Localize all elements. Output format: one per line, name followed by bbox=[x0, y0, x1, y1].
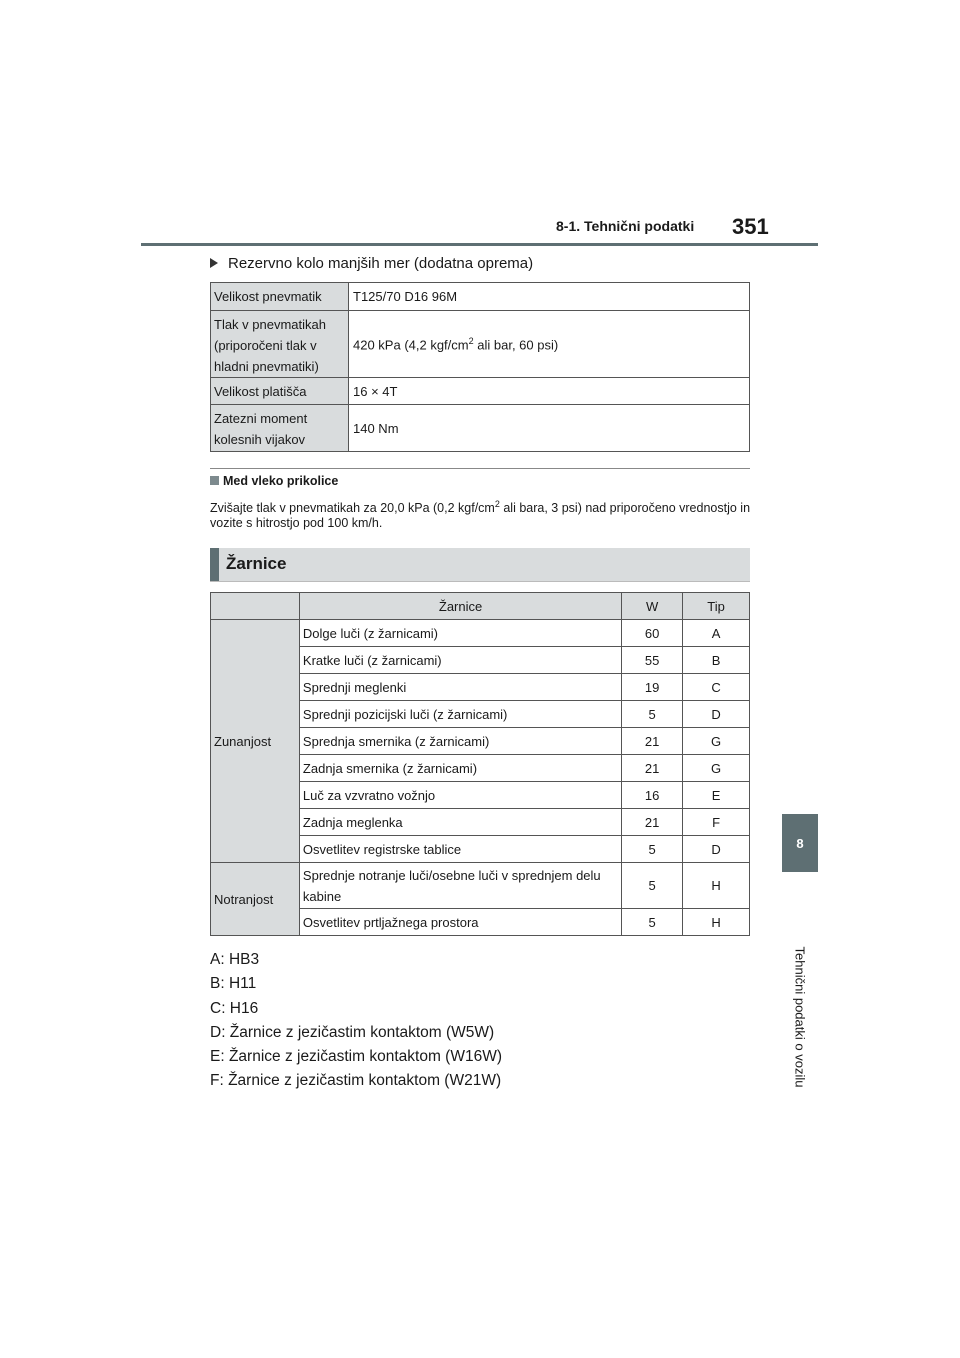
square-bullet-icon bbox=[210, 476, 219, 485]
row-value bbox=[349, 311, 750, 378]
bulb-watt: 60 bbox=[622, 620, 683, 647]
table-row bbox=[211, 283, 750, 311]
bulb-watt: 16 bbox=[622, 782, 683, 809]
row-label: Zatezni moment kolesnih vijakov bbox=[211, 405, 349, 452]
bulb-type: D bbox=[683, 701, 750, 728]
value-part: 420 kPa (4,2 kgf/cm bbox=[353, 337, 469, 353]
note-heading bbox=[210, 474, 338, 488]
section-heading bbox=[210, 548, 750, 582]
category-interior: Notranjost bbox=[211, 863, 300, 936]
category-exterior: Zunanjost bbox=[211, 620, 300, 863]
chapter-tab-label: Tehnični podatki o vozilu bbox=[792, 946, 808, 1088]
chapter-number: 8 bbox=[796, 835, 804, 851]
superscript: 2 bbox=[468, 335, 474, 346]
bulb-name: Osvetlitev registrske tablice bbox=[299, 836, 621, 863]
bulb-name: Zadnja meglenka bbox=[299, 809, 621, 836]
table-row bbox=[211, 863, 750, 909]
table-row bbox=[211, 378, 750, 405]
bulb-type: G bbox=[683, 755, 750, 782]
section-title: Žarnice bbox=[226, 554, 287, 573]
bulb-name: Sprednja smernika (z žarnicami) bbox=[299, 728, 621, 755]
table-row bbox=[211, 405, 750, 452]
bulb-name: Sprednji meglenki bbox=[299, 674, 621, 701]
row-label: Velikost pnevmatik bbox=[211, 283, 349, 311]
bulb-type: E bbox=[683, 782, 750, 809]
bulb-name: Sprednji pozicijski luči (z žarnicami) bbox=[299, 701, 621, 728]
chapter-tab bbox=[782, 814, 818, 872]
value-part: ali bar, 60 psi) bbox=[473, 337, 559, 353]
legend-item: C: H16 bbox=[210, 999, 259, 1017]
row-label: Velikost platišča bbox=[211, 378, 349, 405]
legend-item: E: Žarnice z jezičastim kontaktom (W16W) bbox=[210, 1048, 502, 1066]
bulb-type: B bbox=[683, 647, 750, 674]
note-part: ali bara, 3 psi) nad priporočeno vrednostjo in vozite s hitrostjo pod 100 km/h. bbox=[210, 501, 751, 531]
row-value: T125/70 D16 96M bbox=[349, 283, 750, 311]
header-rule bbox=[141, 243, 818, 246]
section-accent-bar bbox=[210, 548, 219, 581]
bulb-watt: 5 bbox=[622, 863, 683, 909]
column-header: Žarnice bbox=[299, 593, 621, 620]
bulb-type: A bbox=[683, 620, 750, 647]
row-value: 140 Nm bbox=[349, 405, 750, 452]
row-label: Tlak v pnevmatikah (priporočeni tlak v hladni pnevmatiki) bbox=[211, 311, 349, 378]
bulb-watt: 5 bbox=[622, 909, 683, 936]
bulb-watt: 21 bbox=[622, 728, 683, 755]
note-text bbox=[210, 497, 755, 531]
bulb-name: Zadnja smernika (z žarnicami) bbox=[299, 755, 621, 782]
legend-item: D: Žarnice z jezičastim kontaktom (W5W) bbox=[210, 1023, 495, 1041]
legend-item: B: H11 bbox=[210, 975, 257, 993]
bulb-watt: 5 bbox=[622, 836, 683, 863]
triangle-bullet-icon bbox=[210, 258, 218, 268]
superscript: 2 bbox=[494, 499, 500, 509]
bulb-name: Kratke luči (z žarnicami) bbox=[299, 647, 621, 674]
bulb-name: Osvetlitev prtljažnega prostora bbox=[299, 909, 621, 936]
column-header: Tip bbox=[683, 593, 750, 620]
bulb-type: D bbox=[683, 836, 750, 863]
bulb-name: Dolge luči (z žarnicami) bbox=[299, 620, 621, 647]
header-section-title: 8-1. Tehnični podatki bbox=[556, 218, 695, 234]
bulb-type: G bbox=[683, 728, 750, 755]
note-part: Zvišajte tlak v pnevmatikah za 20,0 kPa (0,2 kgf/cm bbox=[210, 501, 495, 516]
row-value: 16 × 4T bbox=[349, 378, 750, 405]
table-header-row bbox=[211, 593, 750, 620]
bulb-type: F bbox=[683, 809, 750, 836]
table-row bbox=[211, 311, 750, 378]
tire-spec-table bbox=[210, 282, 750, 452]
note-heading-text: Med vleko prikolice bbox=[223, 474, 339, 488]
bulb-name: Luč za vzvratno vožnjo bbox=[299, 782, 621, 809]
bulb-type-legend bbox=[210, 948, 502, 1094]
subtitle bbox=[210, 255, 533, 272]
table-row bbox=[211, 620, 750, 647]
column-header bbox=[211, 593, 300, 620]
page-number: 351 bbox=[732, 214, 769, 239]
bulb-table bbox=[210, 592, 750, 936]
bulb-name: Sprednje notranje luči/osebne luči v sprednjem delu kabine bbox=[299, 863, 621, 909]
bulb-watt: 55 bbox=[622, 647, 683, 674]
divider bbox=[210, 468, 750, 469]
subtitle-text: Rezervno kolo manjših mer (dodatna oprema) bbox=[228, 255, 534, 272]
legend-item: F: Žarnice z jezičastim kontaktom (W21W) bbox=[210, 1072, 502, 1090]
bulb-watt: 21 bbox=[622, 809, 683, 836]
bulb-type: H bbox=[683, 863, 750, 909]
column-header: W bbox=[622, 593, 683, 620]
bulb-type: H bbox=[683, 909, 750, 936]
bulb-watt: 19 bbox=[622, 674, 683, 701]
bulb-watt: 5 bbox=[622, 701, 683, 728]
bulb-type: C bbox=[683, 674, 750, 701]
bulb-watt: 21 bbox=[622, 755, 683, 782]
legend-item: A: HB3 bbox=[210, 951, 260, 968]
